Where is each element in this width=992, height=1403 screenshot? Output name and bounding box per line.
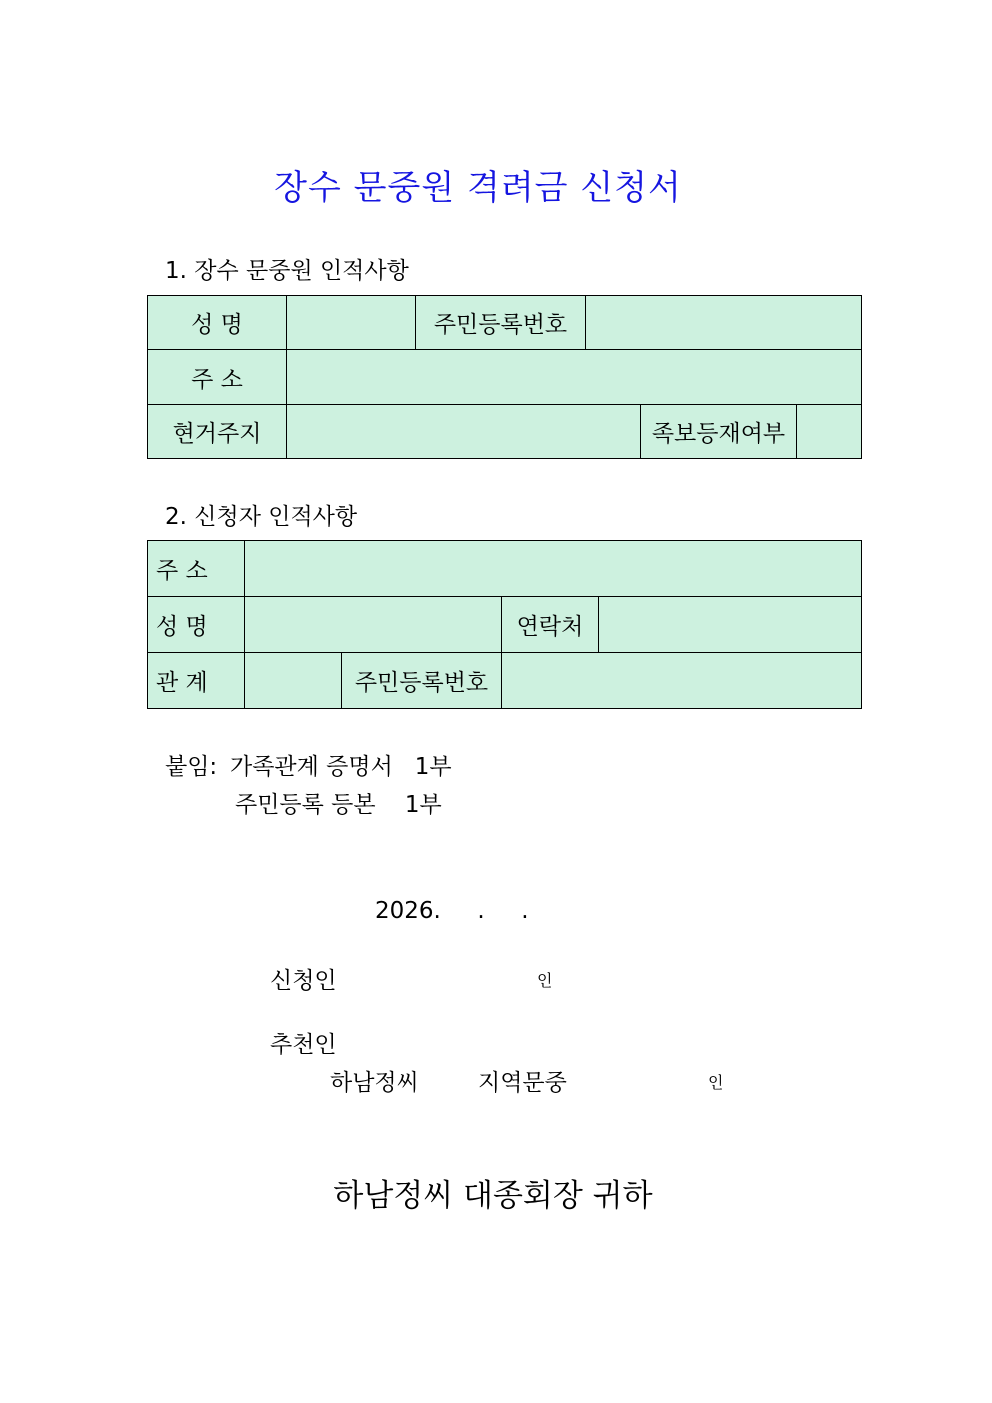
s1-id-label: 주민등록번호	[416, 296, 586, 350]
applicant-label: 신청인	[270, 968, 337, 994]
s2-contact-field[interactable]	[599, 597, 862, 653]
recommender-label: 추천인	[270, 1032, 337, 1058]
region-clan-label: 지역문중	[478, 1070, 567, 1096]
s2-address-label: 주 소	[148, 541, 245, 597]
s2-relation-field[interactable]	[245, 653, 342, 709]
s2-name-label: 성 명	[148, 597, 245, 653]
attachment-label: 붙임:	[165, 754, 218, 780]
recommender-seal: 인	[708, 1073, 724, 1092]
s2-id-label: 주민등록번호	[342, 653, 502, 709]
clan-name: 하남정씨	[330, 1070, 419, 1096]
s1-address-field[interactable]	[287, 350, 862, 405]
s1-residence-field[interactable]	[287, 405, 641, 459]
section1-heading: 1. 장수 문중원 인적사항	[165, 258, 409, 284]
s1-address-label: 주 소	[148, 350, 287, 405]
date-line: 2026. . .	[375, 898, 529, 924]
section1-table	[147, 295, 862, 459]
applicant-seal: 인	[537, 971, 553, 990]
s2-name-field[interactable]	[245, 597, 502, 653]
s1-genealogy-label: 족보등재여부	[641, 405, 797, 459]
section2-table	[147, 540, 862, 709]
s2-address-field[interactable]	[245, 541, 862, 597]
attachment-item: 가족관계 증명서 1부	[230, 754, 452, 780]
s1-name-field[interactable]	[287, 296, 416, 350]
addressee: 하남정씨 대종회장 귀하	[333, 1178, 653, 1214]
s2-contact-label: 연락처	[502, 597, 599, 653]
s1-residence-label: 현거주지	[148, 405, 287, 459]
s1-name-label: 성 명	[148, 296, 287, 350]
document-title: 장수 문중원 격려금 신청서	[274, 168, 682, 208]
section2-heading: 2. 신청자 인적사항	[165, 504, 358, 530]
attachment-item: 주민등록 등본 1부	[235, 792, 442, 818]
s2-relation-label: 관 계	[148, 653, 245, 709]
s1-genealogy-field[interactable]	[797, 405, 862, 459]
s2-id-field[interactable]	[502, 653, 862, 709]
s1-id-field[interactable]	[586, 296, 862, 350]
